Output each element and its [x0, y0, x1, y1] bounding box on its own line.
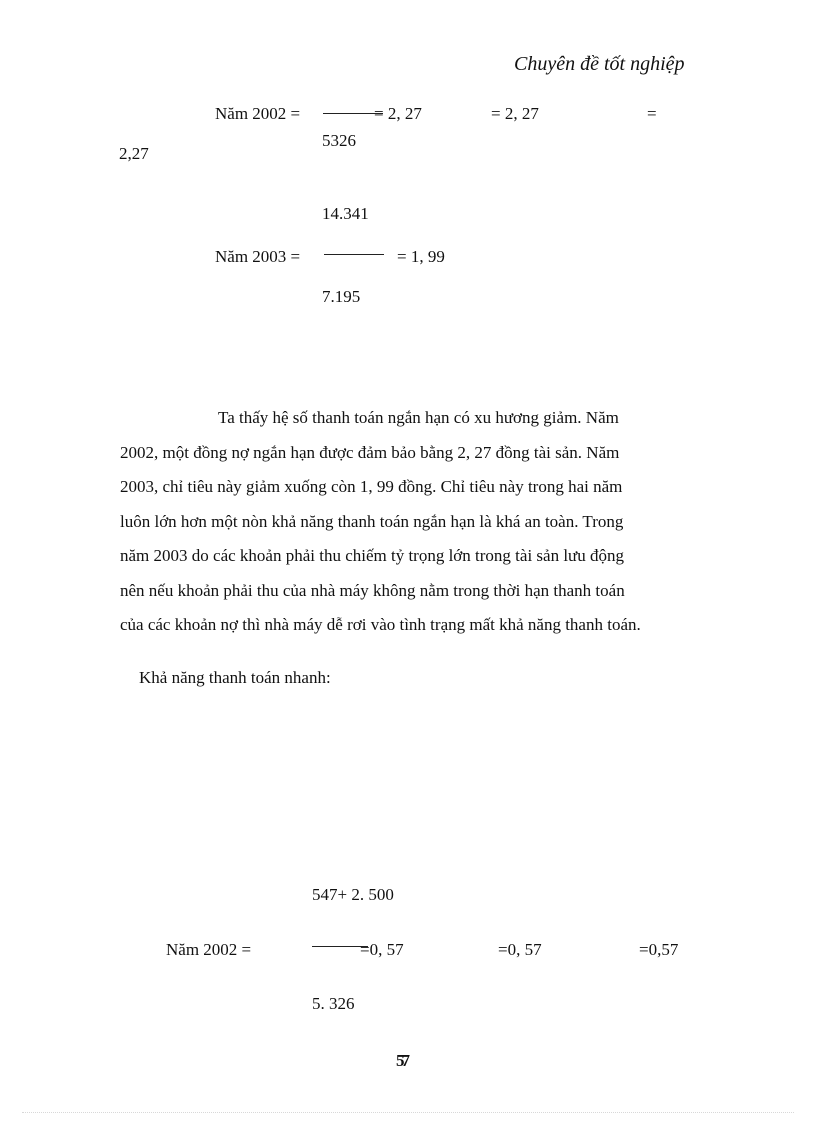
paragraph-line: nên nếu khoản phải thu của nhà máy không nằm trong thời hạn thanh toán	[120, 580, 625, 600]
page-number: 57	[396, 1051, 407, 1070]
quick-ratio-2002-label: Năm 2002 =	[166, 940, 252, 959]
paragraph-line: 2003, chỉ tiêu này giảm xuống còn 1, 99 đồng. Chỉ tiêu này trong hai năm	[120, 477, 623, 496]
page-bottom-rule	[22, 1112, 794, 1113]
paragraph-line: của các khoản nợ thì nhà máy dễ rơi vào tình trạng mất khả năng thanh toán.	[120, 615, 641, 634]
analysis-paragraph	[120, 401, 698, 643]
paragraph-line: 2002, một đồng nợ ngắn hạn được đảm bảo bằng 2, 27 đồng tài sản. Năm	[120, 442, 620, 462]
ratio-2002-wrap-value: 2,27	[119, 144, 149, 163]
quick-ratio-2002-result-1: =0, 57	[360, 940, 404, 959]
quick-ratio-2002-result-3: =0,57	[639, 940, 679, 959]
quick-ratio-heading: Khả năng thanh toán nhanh:	[139, 668, 331, 687]
ratio-2003-denominator: 7.195	[322, 287, 361, 306]
quick-ratio-2002-result-2: =0, 57	[498, 940, 542, 959]
ratio-2003-label: Năm 2003 =	[215, 247, 301, 266]
paragraph-line: luôn lớn hơn một nòn khả năng thanh toán ngắn hạn là khá an toàn. Trong	[120, 511, 624, 531]
document-header: Chuyên đề tốt nghiệp	[514, 53, 685, 75]
ratio-2003-result: = 1, 99	[397, 247, 445, 266]
paragraph-line: năm 2003 do các khoản phải thu chiếm tỷ trọng lớn trong tài sản lưu động	[120, 546, 625, 565]
ratio-2002-denominator: 5326	[322, 131, 356, 150]
ratio-2003-fraction-bar	[324, 254, 384, 255]
ratio-2002-result-2: = 2, 27	[491, 104, 539, 123]
quick-ratio-2002-numerator: 547+ 2. 500	[312, 885, 394, 904]
ratio-2002-label: Năm 2002 =	[215, 104, 301, 123]
ratio-2003-numerator: 14.341	[322, 204, 369, 223]
ratio-2002-result-3: =	[647, 104, 657, 123]
quick-ratio-2002-denominator: 5. 326	[312, 994, 355, 1013]
paragraph-line: Ta thấy hệ số thanh toán ngắn hạn có xu hương giảm. Năm	[218, 408, 619, 427]
ratio-2002-result-1: = 2, 27	[374, 104, 422, 123]
